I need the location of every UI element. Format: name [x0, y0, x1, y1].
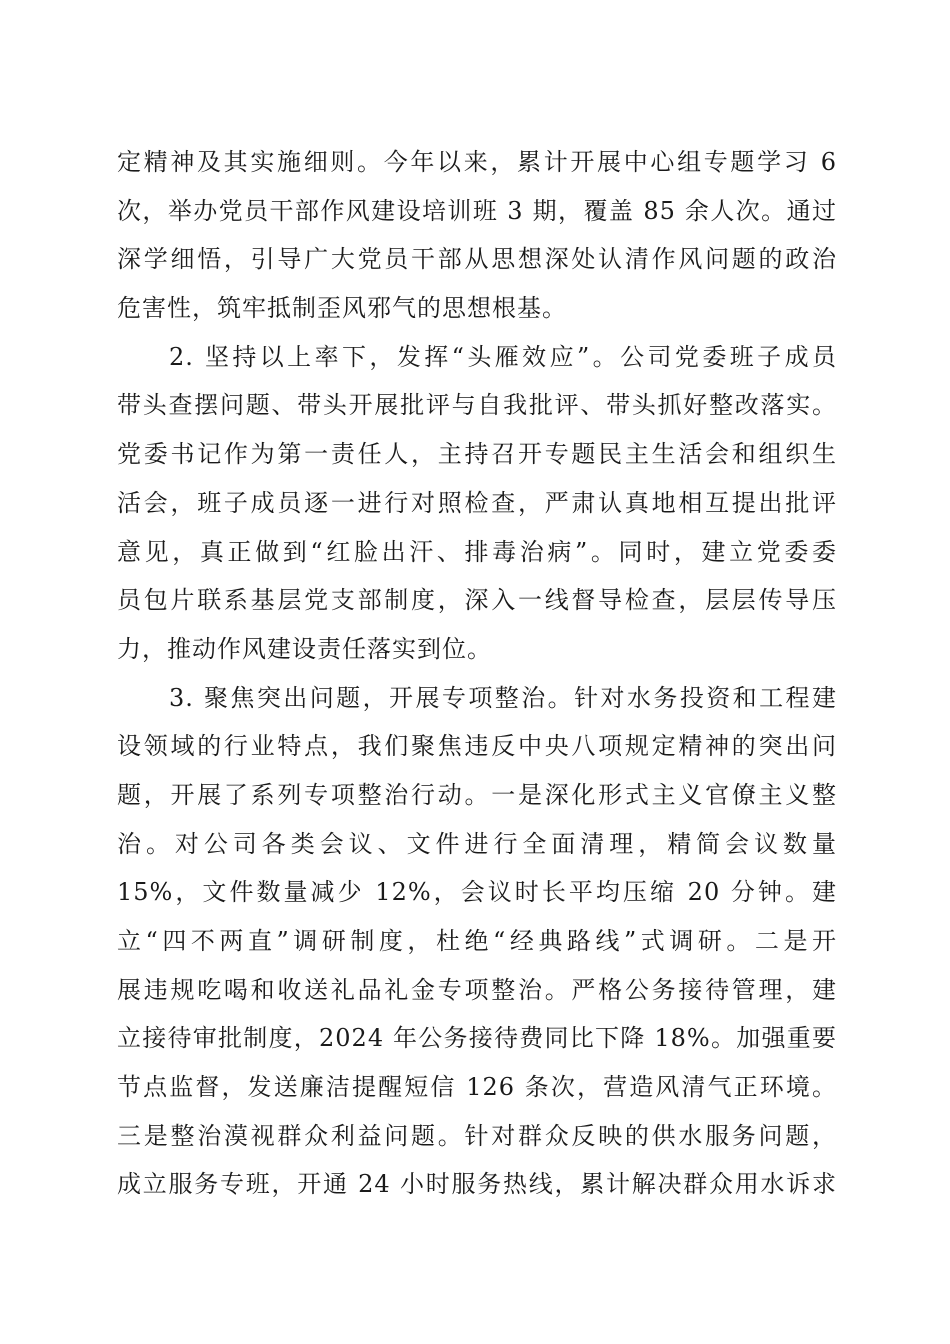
text-line: 活会，班子成员逐一进行对照检查，严肃认真地相互提出批评 — [117, 488, 837, 517]
text-line: 三是整治漠视群众利益问题。针对群众反映的供水服务问题， — [117, 1121, 837, 1150]
document-body — [117, 138, 837, 1209]
text-line: 意见，真正做到“红脸出汗、排毒治病”。同时，建立党委委 — [117, 537, 837, 566]
text-line: 党委书记作为第一责任人，主持召开专题民主生活会和组织生 — [117, 440, 837, 469]
text-line: 力，推动作风建设责任落实到位。 — [117, 634, 492, 663]
text-line: 题，开展了系列专项整治行动。一是深化形式主义官僚主义整 — [117, 780, 837, 809]
text-line: 展违规吃喝和收送礼品礼金专项整治。严格公务接待管理，建 — [117, 975, 837, 1004]
paragraph-3-heading-line: 3. 聚焦突出问题，开展专项整治。针对水务投资和工程建 — [169, 683, 837, 712]
text-line: 立接待审批制度，2024 年公务接待费同比下降 18%。加强重要 — [117, 1024, 837, 1053]
text-line: 危害性，筑牢抵制歪风邪气的思想根基。 — [117, 294, 567, 323]
text-line: 设领域的行业特点，我们聚焦违反中央八项规定精神的突出问 — [117, 732, 837, 761]
text-line: 深学细悟，引导广大党员干部从思想深处认清作风问题的政治 — [117, 245, 837, 274]
text-line: 带头查摆问题、带头开展批评与自我批评、带头抓好整改落实。 — [117, 391, 837, 420]
paragraph-2-heading-line: 2. 坚持以上率下，发挥“头雁效应”。公司党委班子成员 — [169, 342, 837, 371]
text-line: 定精神及其实施细则。今年以来，累计开展中心组专题学习 6 — [117, 148, 837, 176]
text-line: 员包片联系基层党支部制度，深入一线督导检查，层层传导压 — [117, 586, 837, 615]
text-line: 成立服务专班，开通 24 小时服务热线，累计解决群众用水诉求 — [117, 1170, 837, 1199]
text-line: 15%，文件数量减少 12%，会议时长平均压缩 20 分钟。建 — [117, 878, 837, 907]
text-line: 立“四不两直”调研制度，杜绝“经典路线”式调研。二是开 — [117, 927, 837, 955]
text-line: 节点监督，发送廉洁提醒短信 126 条次，营造风清气正环境。 — [117, 1073, 837, 1102]
text-line: 治。对公司各类会议、文件进行全面清理，精简会议数量 — [117, 829, 837, 858]
text-line: 次，举办党员干部作风建设培训班 3 期，覆盖 85 余人次。通过 — [117, 196, 837, 225]
